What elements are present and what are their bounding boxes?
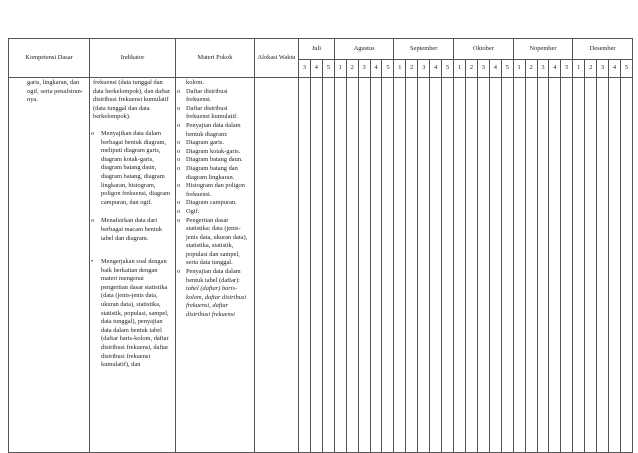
- schedule-cell: [537, 78, 549, 453]
- week-header-cell: 4: [370, 60, 382, 78]
- kompetensi-text: garis, lingkaran, dan ogif, serta penafsiran- nya.: [27, 79, 83, 104]
- schedule-cell: [358, 78, 370, 453]
- materi-item-text: Daftar distribusi frekuensi.: [186, 87, 228, 104]
- dot-bullet-icon: •: [91, 258, 94, 266]
- indikator-item-text: Menafsirkan data dari berbagai macam bentuk tabel dan diagram.: [101, 217, 163, 242]
- week-header-cell: 3: [597, 60, 609, 78]
- header-month: Oktober: [454, 39, 514, 60]
- materi-item: [177, 139, 252, 148]
- indikator-item-text: Mengerjakan soal dengan baik berkaitan dengan materi mengenai pengertian dasar statistika (data (jenis-jenis data, ukuran data), statistika, statistik, populasi, sampel, data tunggal), penyajian data dalam bentuk tabel (daftar baris-kolom, daftar distribusi frekuensi, daftar distribusi frekuensi kumulatif), dan: [101, 258, 169, 369]
- materi-item: [177, 156, 252, 165]
- schedule-cell: [394, 78, 406, 453]
- indikator-cell: [90, 78, 176, 453]
- materi-item-text: Diagram batang daun.: [186, 156, 243, 164]
- circle-bullet-icon: o: [177, 164, 181, 172]
- materi-item: [177, 208, 252, 217]
- week-header-cell: 3: [299, 60, 311, 78]
- materi-item: [177, 182, 252, 199]
- schedule-cell: [609, 78, 621, 453]
- week-header-cell: 1: [573, 60, 585, 78]
- circle-bullet-icon: o: [177, 268, 181, 276]
- week-header-cell: 2: [585, 60, 597, 78]
- materi-item-text: Diagram garis.: [186, 139, 224, 147]
- week-header-cell: 4: [430, 60, 442, 78]
- week-header-cell: 5: [382, 60, 394, 78]
- circle-bullet-icon: o: [177, 147, 181, 155]
- circle-bullet-icon: o: [177, 207, 181, 215]
- week-header-cell: 2: [346, 60, 358, 78]
- circle-bullet-icon: o: [91, 217, 95, 225]
- week-header-cell: 5: [322, 60, 334, 78]
- week-header-cell: 5: [620, 60, 632, 78]
- schedule-cell: [406, 78, 418, 453]
- week-header-cell: 1: [334, 60, 346, 78]
- week-header-cell: 4: [310, 60, 322, 78]
- materi-item-text: Ogif.: [186, 207, 200, 215]
- schedule-cell: [573, 78, 585, 453]
- schedule-cell: [299, 78, 311, 453]
- header-month: Desember: [573, 39, 633, 60]
- materi-item: [177, 105, 252, 122]
- schedule-cell: [334, 78, 346, 453]
- materi-item: [177, 217, 252, 269]
- kompetensi-cell: [9, 78, 90, 453]
- circle-bullet-icon: o: [177, 216, 181, 224]
- week-header-cell: 5: [442, 60, 454, 78]
- week-header-cell: 3: [358, 60, 370, 78]
- header-kompetensi: Kompetensi Dasar: [9, 39, 90, 78]
- materi-italic-span: tabel (daftar) baris-kolom, daftar distribusi frekuensi, daftar distribusi frekuensi: [186, 285, 247, 319]
- schedule-cell: [561, 78, 573, 453]
- materi-item-text: Daftar distribusi frekuensi kumulatif.: [186, 104, 238, 121]
- materi-item: [177, 268, 252, 285]
- circle-bullet-icon: o: [177, 199, 181, 207]
- header-indikator: Indikator: [90, 39, 176, 78]
- indikator-item: [93, 258, 171, 370]
- schedule-cell: [442, 78, 454, 453]
- schedule-cell: [465, 78, 477, 453]
- schedule-cell: [430, 78, 442, 453]
- materi-item: [177, 148, 252, 157]
- materi-item: [177, 79, 252, 88]
- header-month: Agustus: [334, 39, 394, 60]
- indikator-item: [93, 130, 171, 207]
- schedule-cell: [418, 78, 430, 453]
- week-header-cell: 1: [394, 60, 406, 78]
- week-header-cell: 4: [549, 60, 561, 78]
- table-row: [9, 78, 633, 453]
- schedule-cell: [501, 78, 513, 453]
- materi-item-text: Diagram campuran.: [186, 199, 237, 207]
- materi-item: [177, 88, 252, 105]
- header-month: Juli: [299, 39, 335, 60]
- schedule-cell: [322, 78, 334, 453]
- schedule-cell: [620, 78, 632, 453]
- schedule-cell: [477, 78, 489, 453]
- alokasi-cell: [255, 78, 299, 453]
- header-month: Nopember: [513, 39, 573, 60]
- schedule-cell: [310, 78, 322, 453]
- materi-item: [177, 199, 252, 208]
- week-header-cell: 1: [513, 60, 525, 78]
- week-header-cell: 2: [525, 60, 537, 78]
- materi-item-text: Pengertian dasar statistika: data (jenis-jenis data, ukuran data), statistika, statistik, populasi dan sampel, serta data tunggal.: [186, 216, 248, 267]
- materi-item-text: Penyajian data dalam bentuk tabel (daftar):: [186, 268, 241, 284]
- week-header-cell: 3: [477, 60, 489, 78]
- indikator-item: [93, 217, 171, 243]
- schedule-cell: [513, 78, 525, 453]
- schedule-cell: [382, 78, 394, 453]
- header-materi: Materi Pokok: [176, 39, 255, 78]
- circle-bullet-icon: o: [177, 156, 181, 164]
- circle-bullet-icon: o: [177, 182, 181, 190]
- indikator-intro: frekuensi (data tunggal dan data berkelompok), dan daftar distribusi frekuensi kumulatif (data tunggal dan data berkelompok).: [93, 79, 171, 121]
- schedule-cell: [549, 78, 561, 453]
- week-header-cell: 5: [501, 60, 513, 78]
- materi-item-text: Penyajian data dalam bentuk diagram:: [186, 121, 241, 138]
- materi-list: [176, 78, 254, 320]
- circle-bullet-icon: o: [91, 129, 95, 137]
- schedule-cell: [370, 78, 382, 453]
- week-header-cell: 5: [561, 60, 573, 78]
- circle-bullet-icon: o: [177, 87, 181, 95]
- circle-bullet-icon: o: [177, 139, 181, 147]
- indikator-item-text: Menyajikan data dalam berbagai bentuk diagram, meliputi diagram garis, diagram kotak-garis, diagram batang daun, diagram batang, diagram lingkaran, histogram, poligon frekuensi, diagram campuran, dan ogif.: [101, 129, 171, 206]
- syllabus-table: [8, 38, 633, 453]
- schedule-cell: [454, 78, 466, 453]
- materi-item-text: Diagram kotak-garis.: [186, 147, 241, 155]
- materi-item: [177, 165, 252, 182]
- materi-italic-text: [177, 285, 252, 319]
- schedule-cell: [525, 78, 537, 453]
- materi-cell: [176, 78, 255, 453]
- week-header-cell: 1: [454, 60, 466, 78]
- circle-bullet-icon: o: [177, 104, 181, 112]
- schedule-cell: [585, 78, 597, 453]
- materi-item: [177, 122, 252, 139]
- materi-item-text: kolom.: [186, 79, 204, 86]
- schedule-cell: [346, 78, 358, 453]
- schedule-cell: [489, 78, 501, 453]
- week-header-cell: 4: [489, 60, 501, 78]
- header-month: September: [394, 39, 454, 60]
- schedule-cell: [597, 78, 609, 453]
- week-header-cell: 3: [418, 60, 430, 78]
- circle-bullet-icon: o: [177, 121, 181, 129]
- week-header-cell: 2: [465, 60, 477, 78]
- week-header-cell: 4: [609, 60, 621, 78]
- header-alokasi: Alokasi Waktu: [255, 39, 299, 78]
- week-header-cell: 3: [537, 60, 549, 78]
- materi-item-text: Histogram dan poligon frekuensi.: [186, 182, 245, 198]
- week-header-cell: 2: [406, 60, 418, 78]
- materi-item-text: Diagram batang dan diagram lingkaran.: [186, 164, 238, 181]
